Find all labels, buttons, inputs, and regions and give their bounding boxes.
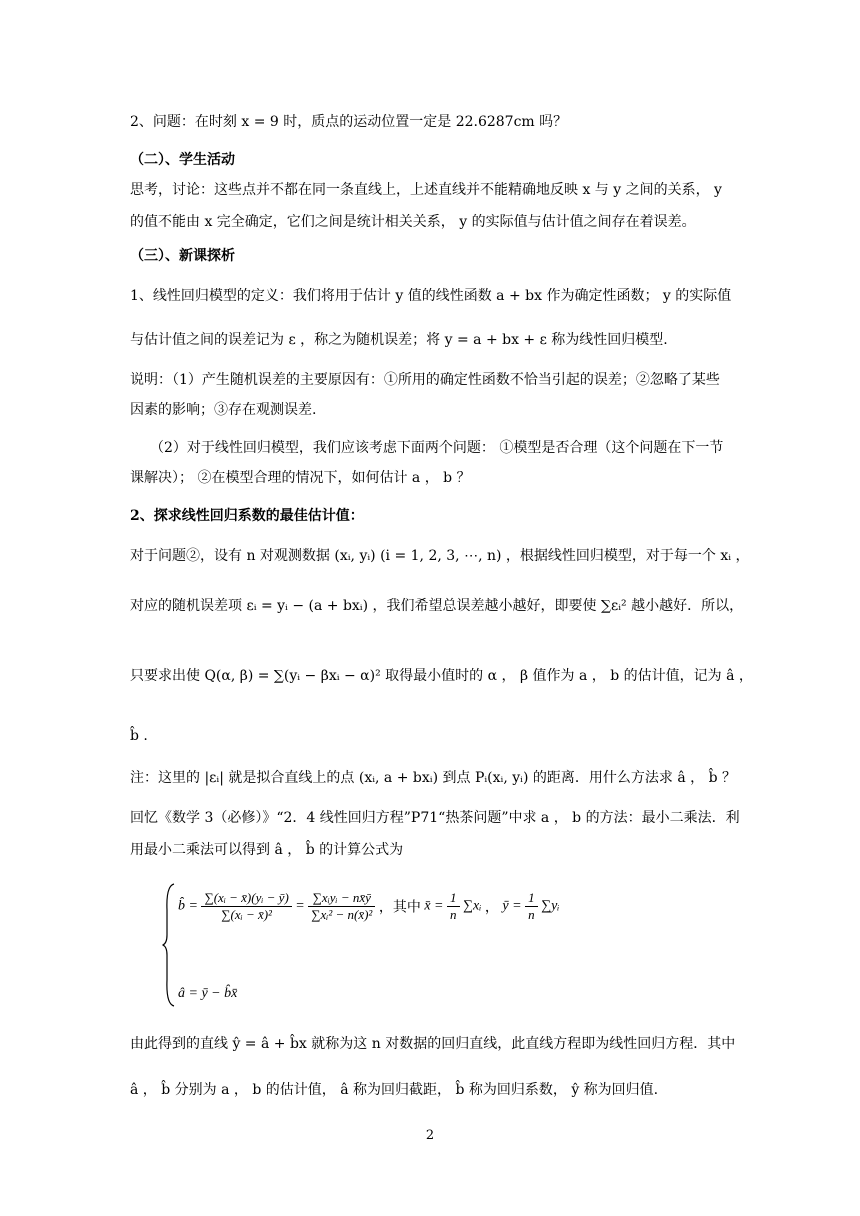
- definition-line-2: 与估计值之间的误差记为 ε ，称之为随机误差；将 y = a + bx + ε 称为线性回归模型.: [130, 332, 668, 348]
- paragraph-discussion-1: 思考，讨论：这些点并不都在同一条直线上，上述直线并不能精确地反映 x 与 y 之间的关系， y: [130, 182, 722, 198]
- y-bar-definition-lhs: ȳ =: [502, 898, 522, 914]
- result-line-2: â ， b̂ 分别为 a ， b 的估计值， â 称为回归截距， b̂ 称为回归系数， ŷ 称为回归值.: [130, 1082, 659, 1098]
- remark-line-1: 注：这里的 |εᵢ| 就是拟合直线上的点 (xᵢ, a + bxᵢ) 到点 Pᵢ(xᵢ, yᵢ) 的距离．用什么方法求 â ， b̂ ？: [130, 770, 736, 786]
- fraction-1: [201, 890, 291, 923]
- left-brace: [162, 880, 176, 1010]
- y-bar-fraction-denominator: n: [528, 907, 535, 922]
- note-line-3: （2）对于线性回归模型，我们应该考虑下面两个问题： ①模型是否合理（这个问题在下一节: [150, 440, 724, 456]
- where-text: ，其中: [378, 900, 421, 916]
- section-heading-student-activity: （二）、学生活动: [130, 152, 235, 168]
- y-bar-definition-rhs: ∑yᵢ: [541, 898, 560, 914]
- formula-block: [162, 880, 722, 1010]
- question-2: 2、问题：在时刻 x = 9 时，质点的运动位置一定是 22.6287cm 吗？: [130, 114, 568, 130]
- separator: ，: [484, 900, 499, 916]
- explore-line-3: 只要求出使 Q(α, β) = ∑(yᵢ − βxᵢ − α)² 取得最小值时的 α ， β 值作为 a ， b 的估计值，记为 â ，: [130, 668, 753, 684]
- remark-line-3: 用最小二乘法可以得到 â ， b̂ 的计算公式为: [130, 842, 404, 858]
- y-bar-fraction-numerator: 1: [525, 890, 538, 907]
- explore-line-1: 对于问题②，设有 n 对观测数据 (xᵢ, yᵢ) (i = 1, 2, 3, ⋯, n) ，根据线性回归模型，对于每一个 xᵢ ，: [130, 548, 750, 564]
- equals-sign: =: [295, 898, 305, 914]
- fraction-1-denominator: ∑(xᵢ − x̄)²: [221, 907, 272, 922]
- result-line-1: 由此得到的直线 ŷ = â + b̂x 就称为这 n 对数据的回归直线，此直线方程即为线性回归方程．其中: [130, 1036, 736, 1052]
- section-heading-coefficients: 2、探求线性回归系数的最佳估计值：: [130, 508, 364, 524]
- remark-line-2: 回忆《数学 3（必修）》“2．4 线性回归方程”P71“热茶问题”中求 a ， b 的方法：最小二乘法．利: [130, 810, 740, 826]
- section-heading-new-lesson: （三）、新课探析: [130, 248, 235, 264]
- b-hat-label: b̂ =: [178, 898, 198, 914]
- page-number: 2: [425, 1128, 435, 1143]
- note-line-2: 因素的影响；③存在观测误差.: [130, 402, 317, 418]
- x-bar-fraction: [447, 890, 460, 923]
- explore-line-4: b̂ .: [130, 728, 148, 744]
- x-bar-fraction-denominator: n: [450, 907, 457, 922]
- note-line-1: 说明：（1）产生随机误差的主要原因有：①所用的确定性函数不恰当引起的误差；②忽略了某些: [130, 372, 720, 388]
- b-hat-equation: [178, 890, 560, 923]
- note-line-4: 课解决）； ②在模型合理的情况下，如何估计 a ， b ？: [130, 470, 471, 486]
- paragraph-discussion-2: 的值不能由 x 完全确定，它们之间是统计相关关系， y 的实际值与估计值之间存在着误差。: [130, 214, 696, 230]
- fraction-2-numerator: ∑xᵢyᵢ − nx̄ȳ: [308, 890, 375, 907]
- y-bar-fraction: [525, 890, 538, 923]
- explore-line-2: 对应的随机误差项 εᵢ = yᵢ − (a + bxᵢ) ，我们希望总误差越小越好，即要使 ∑εᵢ² 越小越好．所以，: [130, 598, 744, 614]
- fraction-1-numerator: ∑(xᵢ − x̄)(yᵢ − ȳ): [201, 890, 291, 907]
- fraction-2-denominator: ∑xᵢ² − n(x̄)²: [311, 907, 373, 922]
- a-hat-equation: â = ȳ − b̂x̄: [178, 986, 238, 1001]
- x-bar-definition-rhs: ∑xᵢ: [463, 898, 482, 914]
- x-bar-definition-lhs: x̄ =: [424, 898, 444, 914]
- x-bar-fraction-numerator: 1: [447, 890, 460, 907]
- fraction-2: [308, 890, 375, 923]
- definition-line-1: 1、线性回归模型的定义：我们将用于估计 y 值的线性函数 a + bx 作为确定性函数； y 的实际值: [130, 288, 732, 304]
